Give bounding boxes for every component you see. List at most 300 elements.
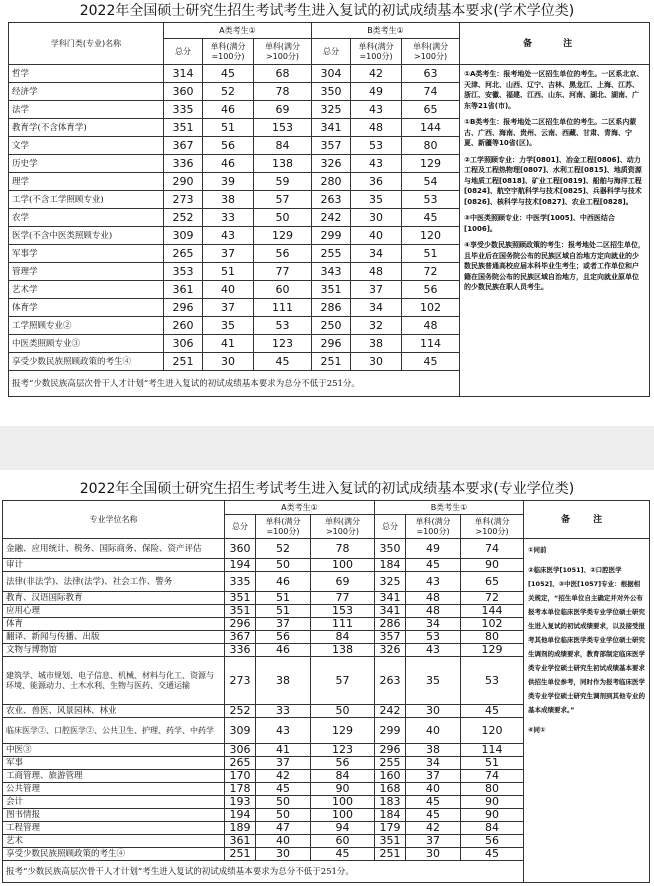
subject-name: 医学(不含中医类照顾专业) bbox=[9, 227, 164, 245]
score-a-1: 37 bbox=[203, 299, 254, 317]
score-b-1: 43 bbox=[406, 572, 461, 592]
table-row bbox=[3, 539, 650, 559]
score-b-1: 48 bbox=[351, 263, 402, 281]
score-a-1: 50 bbox=[256, 796, 311, 809]
score-b-1: 37 bbox=[351, 281, 402, 299]
score-a-2: 60 bbox=[254, 281, 312, 299]
score-a-2: 57 bbox=[311, 657, 375, 705]
professional-b-single1-header: 单科(满分=100分) bbox=[406, 515, 461, 539]
professional-table bbox=[2, 500, 650, 883]
score-b-0: 179 bbox=[375, 822, 406, 835]
score-b-1: 53 bbox=[351, 137, 402, 155]
subject-name: 艺术 bbox=[3, 835, 225, 848]
score-b-2: 102 bbox=[461, 618, 524, 631]
score-a-2: 57 bbox=[254, 191, 312, 209]
score-a-2: 50 bbox=[311, 705, 375, 718]
subject-name: 教育、汉语国际教育 bbox=[3, 592, 225, 605]
score-b-2: 80 bbox=[461, 783, 524, 796]
score-b-2: 80 bbox=[402, 137, 460, 155]
subject-name: 艺术学 bbox=[9, 281, 164, 299]
score-b-0: 251 bbox=[312, 353, 351, 371]
score-a-1: 46 bbox=[256, 572, 311, 592]
subject-name: 教育学(不含体育学) bbox=[9, 119, 164, 137]
score-b-2: 45 bbox=[402, 209, 460, 227]
academic-subject-header: 学科门类(专业)名称 bbox=[9, 23, 164, 65]
subject-name: 农学 bbox=[9, 209, 164, 227]
score-a-0: 314 bbox=[164, 65, 203, 83]
score-a-2: 53 bbox=[254, 317, 312, 335]
subject-name: 文物与博物馆 bbox=[3, 644, 225, 657]
score-b-1: 34 bbox=[406, 757, 461, 770]
score-b-1: 30 bbox=[406, 705, 461, 718]
score-a-0: 361 bbox=[164, 281, 203, 299]
score-a-2: 69 bbox=[254, 101, 312, 119]
professional-a-total-header: 总分 bbox=[225, 515, 256, 539]
score-b-2: 90 bbox=[461, 809, 524, 822]
score-b-2: 120 bbox=[402, 227, 460, 245]
score-a-0: 251 bbox=[164, 353, 203, 371]
score-a-0: 360 bbox=[225, 539, 256, 559]
subject-name: 中医类照顾专业③ bbox=[9, 335, 164, 353]
score-b-2: 48 bbox=[402, 317, 460, 335]
subject-name: 文学 bbox=[9, 137, 164, 155]
subject-name: 体育 bbox=[3, 618, 225, 631]
score-b-0: 299 bbox=[312, 227, 351, 245]
score-a-1: 33 bbox=[256, 705, 311, 718]
score-a-0: 189 bbox=[225, 822, 256, 835]
score-a-1: 42 bbox=[256, 770, 311, 783]
academic-b-single1-header: 单科(满分=100分) bbox=[351, 39, 402, 65]
score-a-0: 306 bbox=[164, 335, 203, 353]
score-a-2: 94 bbox=[311, 822, 375, 835]
score-b-2: 84 bbox=[461, 822, 524, 835]
score-b-0: 255 bbox=[375, 757, 406, 770]
academic-a-single2-header: 单科(满分>100分) bbox=[254, 39, 312, 65]
score-a-2: 78 bbox=[311, 539, 375, 559]
note-paragraph: ④同① bbox=[528, 726, 546, 734]
score-a-1: 38 bbox=[203, 191, 254, 209]
score-a-2: 129 bbox=[254, 227, 312, 245]
subject-name: 应用心理 bbox=[3, 605, 225, 618]
academic-title: 2022年全国硕士研究生招生考试考生进入复试的初试成绩基本要求(学术学位类) bbox=[79, 3, 575, 19]
subject-name: 管理学 bbox=[9, 263, 164, 281]
score-b-0: 160 bbox=[375, 770, 406, 783]
score-a-2: 138 bbox=[311, 644, 375, 657]
score-a-0: 309 bbox=[164, 227, 203, 245]
score-b-2: 144 bbox=[402, 119, 460, 137]
score-b-2: 74 bbox=[461, 539, 524, 559]
score-a-1: 30 bbox=[256, 848, 311, 861]
footer-note: 报考“少数民族高层次骨干人才计划”考生进入复试的初试成绩基本要求为总分不低于251分。 bbox=[9, 371, 460, 397]
score-b-0: 184 bbox=[375, 809, 406, 822]
score-b-2: 90 bbox=[461, 796, 524, 809]
note-paragraph: ①同前 bbox=[528, 546, 547, 554]
score-b-1: 48 bbox=[351, 119, 402, 137]
score-a-2: 56 bbox=[254, 245, 312, 263]
score-a-1: 40 bbox=[203, 281, 254, 299]
score-a-2: 100 bbox=[311, 796, 375, 809]
score-b-2: 45 bbox=[402, 353, 460, 371]
score-a-2: 69 bbox=[311, 572, 375, 592]
score-b-2: 114 bbox=[402, 335, 460, 353]
score-b-2: 65 bbox=[461, 572, 524, 592]
score-b-1: 40 bbox=[406, 718, 461, 744]
subject-name: 建筑学、城市规划、电子信息、机械、材料与化工、资源与环境、能源动力、土木水利、生物与医药、交通运输 bbox=[3, 657, 225, 705]
score-b-1: 40 bbox=[351, 227, 402, 245]
score-a-1: 30 bbox=[203, 353, 254, 371]
subject-name: 享受少数民族照顾政策的考生④ bbox=[9, 353, 164, 371]
score-b-0: 286 bbox=[312, 299, 351, 317]
score-b-0: 255 bbox=[312, 245, 351, 263]
score-b-2: 56 bbox=[461, 835, 524, 848]
score-b-2: 74 bbox=[461, 770, 524, 783]
subject-name: 法学 bbox=[9, 101, 164, 119]
score-a-0: 260 bbox=[164, 317, 203, 335]
score-b-0: 357 bbox=[312, 137, 351, 155]
score-b-2: 102 bbox=[402, 299, 460, 317]
score-b-1: 45 bbox=[406, 809, 461, 822]
score-b-1: 38 bbox=[406, 744, 461, 757]
note-paragraph: ①A类考生：报考地处一区招生单位的考生。一区系北京、天津、河北、山西、辽宁、吉林、黑龙江、上海、江苏、浙江、安徽、福建、江西、山东、河南、湖北、湖南、广东等21省(市)。 bbox=[464, 70, 644, 110]
note-paragraph: ③中医类照顾专业：中医学[1005]、中西医结合[1006]。 bbox=[464, 214, 615, 233]
score-a-0: 367 bbox=[225, 631, 256, 644]
score-a-0: 252 bbox=[164, 209, 203, 227]
score-b-1: 35 bbox=[406, 657, 461, 705]
score-b-2: 63 bbox=[402, 65, 460, 83]
score-b-1: 48 bbox=[406, 592, 461, 605]
score-a-1: 51 bbox=[256, 605, 311, 618]
score-b-0: 326 bbox=[375, 644, 406, 657]
score-b-2: 129 bbox=[402, 155, 460, 173]
score-a-2: 129 bbox=[311, 718, 375, 744]
score-a-0: 194 bbox=[225, 559, 256, 572]
academic-b-single2-header: 单科(满分>100分) bbox=[402, 39, 460, 65]
score-b-2: 51 bbox=[461, 757, 524, 770]
page-separator bbox=[0, 426, 654, 470]
score-b-2: 74 bbox=[402, 83, 460, 101]
score-b-0: 341 bbox=[375, 592, 406, 605]
score-a-2: 59 bbox=[254, 173, 312, 191]
score-b-0: 263 bbox=[375, 657, 406, 705]
score-b-1: 34 bbox=[406, 618, 461, 631]
footer-note: 报考“少数民族高层次骨干人才计划”考生进入复试的初试成绩基本要求为总分不低于251分。 bbox=[3, 861, 524, 883]
score-a-0: 361 bbox=[225, 835, 256, 848]
score-b-2: 53 bbox=[461, 657, 524, 705]
score-b-2: 65 bbox=[402, 101, 460, 119]
score-b-2: 51 bbox=[402, 245, 460, 263]
score-a-1: 43 bbox=[256, 718, 311, 744]
subject-name: 中医③ bbox=[3, 744, 225, 757]
score-a-0: 335 bbox=[225, 572, 256, 592]
subject-name: 会计 bbox=[3, 796, 225, 809]
score-a-2: 84 bbox=[311, 631, 375, 644]
score-a-1: 46 bbox=[203, 155, 254, 173]
subject-name: 享受少数民族照顾政策的考生④ bbox=[3, 848, 225, 861]
score-a-1: 56 bbox=[203, 137, 254, 155]
academic-page bbox=[0, 0, 654, 426]
score-b-1: 37 bbox=[406, 835, 461, 848]
score-a-0: 178 bbox=[225, 783, 256, 796]
score-a-0: 351 bbox=[164, 119, 203, 137]
score-a-0: 336 bbox=[225, 644, 256, 657]
professional-a-single2-header: 单科(满分>100分) bbox=[311, 515, 375, 539]
subject-name: 军事 bbox=[3, 757, 225, 770]
score-a-2: 78 bbox=[254, 83, 312, 101]
score-b-2: 129 bbox=[461, 644, 524, 657]
score-b-0: 350 bbox=[375, 539, 406, 559]
academic-table bbox=[8, 22, 650, 397]
academic-b-total-header: 总分 bbox=[312, 39, 351, 65]
score-b-0: 280 bbox=[312, 173, 351, 191]
score-b-2: 45 bbox=[461, 705, 524, 718]
table-row bbox=[9, 65, 650, 83]
score-b-2: 53 bbox=[402, 191, 460, 209]
score-b-1: 32 bbox=[351, 317, 402, 335]
score-b-0: 357 bbox=[375, 631, 406, 644]
academic-a-total-header: 总分 bbox=[164, 39, 203, 65]
score-b-2: 90 bbox=[461, 559, 524, 572]
score-b-1: 43 bbox=[351, 101, 402, 119]
score-a-1: 35 bbox=[203, 317, 254, 335]
subject-name: 翻译、新闻与传播、出版 bbox=[3, 631, 225, 644]
score-a-1: 51 bbox=[256, 592, 311, 605]
score-a-2: 100 bbox=[311, 559, 375, 572]
professional-group-b-header: B类考生① bbox=[375, 501, 524, 515]
score-b-1: 45 bbox=[406, 796, 461, 809]
professional-b-single2-header: 单科(满分>100分) bbox=[461, 515, 524, 539]
score-b-2: 72 bbox=[402, 263, 460, 281]
score-a-1: 52 bbox=[203, 83, 254, 101]
score-a-1: 50 bbox=[256, 809, 311, 822]
score-a-0: 351 bbox=[225, 605, 256, 618]
subject-name: 农业、兽医、风景园林、林业 bbox=[3, 705, 225, 718]
score-a-0: 296 bbox=[164, 299, 203, 317]
score-a-1: 39 bbox=[203, 173, 254, 191]
professional-b-total-header: 总分 bbox=[375, 515, 406, 539]
score-a-1: 40 bbox=[256, 835, 311, 848]
score-a-2: 45 bbox=[311, 848, 375, 861]
score-a-1: 56 bbox=[256, 631, 311, 644]
score-b-0: 296 bbox=[375, 744, 406, 757]
score-a-2: 123 bbox=[311, 744, 375, 757]
subject-name: 法律(非法学)、法律(法学)、社会工作、警务 bbox=[3, 572, 225, 592]
score-a-0: 273 bbox=[164, 191, 203, 209]
score-a-2: 56 bbox=[311, 757, 375, 770]
professional-title: 2022年全国硕士研究生招生考试考生进入复试的初试成绩基本要求(专业学位类) bbox=[79, 481, 575, 497]
score-a-2: 50 bbox=[254, 209, 312, 227]
score-b-0: 263 bbox=[312, 191, 351, 209]
subject-name: 金融、应用统计、税务、国际商务、保险、资产评估 bbox=[3, 539, 225, 559]
score-b-1: 37 bbox=[406, 770, 461, 783]
score-a-1: 41 bbox=[256, 744, 311, 757]
score-a-0: 170 bbox=[225, 770, 256, 783]
subject-name: 理学 bbox=[9, 173, 164, 191]
score-b-2: 120 bbox=[461, 718, 524, 744]
notes-cell bbox=[524, 539, 650, 883]
score-b-1: 43 bbox=[406, 644, 461, 657]
score-a-1: 41 bbox=[203, 335, 254, 353]
note-paragraph: ②临床医学[1051]、②口腔医学[1052]、③中医[1057]专业：根据相关规定，“招生单位自主确定并对外公布报考本单位临床医学类专业学位硕士研究生进入复试的初试成绩要求，以及接受报考其他单位临床医学类专业学位硕士研究生调剂的成绩要求，教育部制定临床医学类专业学位硕士研究生初试成绩基本要求供招生单位参考，同时作为报考临床医学类专业学位硕士研究生调剂到其他专业的基本成绩要求。” bbox=[528, 566, 646, 714]
score-b-0: 351 bbox=[375, 835, 406, 848]
note-paragraph: ④享受少数民族照顾政策的考生：报考地处二区招生单位，且毕业后在国务院公布的民族区域自治地方定向就业的少数民族普通高校应届本科毕业生考生；或者工作单位和户籍在国务院公布的民族区域自治地方，且定向就业原单位的少数民族在职人员考生。 bbox=[464, 241, 645, 291]
score-a-0: 296 bbox=[225, 618, 256, 631]
subject-name: 工学(不含工学照顾专业) bbox=[9, 191, 164, 209]
score-a-1: 52 bbox=[256, 539, 311, 559]
score-b-0: 325 bbox=[312, 101, 351, 119]
subject-name: 图书情报 bbox=[3, 809, 225, 822]
score-a-1: 43 bbox=[203, 227, 254, 245]
note-paragraph: ①B类考生：报考地处二区招生单位的考生。二区系内蒙古、广西、海南、贵州、云南、西藏、甘肃、青海、宁夏、新疆等10省(区)。 bbox=[464, 118, 637, 147]
score-b-2: 80 bbox=[461, 631, 524, 644]
professional-page bbox=[0, 470, 654, 886]
professional-a-single1-header: 单科(满分=100分) bbox=[256, 515, 311, 539]
score-a-1: 47 bbox=[256, 822, 311, 835]
score-a-1: 46 bbox=[203, 101, 254, 119]
score-b-1: 34 bbox=[351, 299, 402, 317]
score-b-1: 35 bbox=[351, 191, 402, 209]
score-a-0: 290 bbox=[164, 173, 203, 191]
score-b-2: 114 bbox=[461, 744, 524, 757]
score-b-1: 42 bbox=[406, 822, 461, 835]
score-a-2: 153 bbox=[311, 605, 375, 618]
score-b-2: 144 bbox=[461, 605, 524, 618]
score-b-0: 242 bbox=[312, 209, 351, 227]
score-b-0: 341 bbox=[312, 119, 351, 137]
score-a-0: 194 bbox=[225, 809, 256, 822]
subject-name: 工学照顾专业② bbox=[9, 317, 164, 335]
score-a-2: 77 bbox=[254, 263, 312, 281]
score-a-2: 60 bbox=[311, 835, 375, 848]
academic-group-b-header: B类考生① bbox=[312, 23, 460, 39]
score-b-0: 168 bbox=[375, 783, 406, 796]
subject-name: 工程管理 bbox=[3, 822, 225, 835]
score-b-0: 325 bbox=[375, 572, 406, 592]
subject-name: 哲学 bbox=[9, 65, 164, 83]
score-b-1: 30 bbox=[406, 848, 461, 861]
score-a-2: 45 bbox=[254, 353, 312, 371]
subject-name: 公共管理 bbox=[3, 783, 225, 796]
score-a-0: 351 bbox=[225, 592, 256, 605]
score-a-2: 111 bbox=[311, 618, 375, 631]
score-a-1: 37 bbox=[256, 757, 311, 770]
score-a-1: 37 bbox=[203, 245, 254, 263]
score-a-1: 45 bbox=[256, 783, 311, 796]
score-a-0: 265 bbox=[225, 757, 256, 770]
score-a-1: 37 bbox=[256, 618, 311, 631]
score-a-2: 77 bbox=[311, 592, 375, 605]
score-a-0: 336 bbox=[164, 155, 203, 173]
subject-name: 历史学 bbox=[9, 155, 164, 173]
score-b-0: 242 bbox=[375, 705, 406, 718]
score-b-0: 286 bbox=[375, 618, 406, 631]
score-b-0: 350 bbox=[312, 83, 351, 101]
score-b-1: 45 bbox=[406, 559, 461, 572]
score-b-1: 40 bbox=[406, 783, 461, 796]
score-b-1: 38 bbox=[351, 335, 402, 353]
score-a-0: 251 bbox=[225, 848, 256, 861]
score-a-1: 38 bbox=[256, 657, 311, 705]
score-b-2: 56 bbox=[402, 281, 460, 299]
score-a-2: 84 bbox=[311, 770, 375, 783]
score-b-1: 49 bbox=[351, 83, 402, 101]
subject-name: 军事学 bbox=[9, 245, 164, 263]
score-a-2: 123 bbox=[254, 335, 312, 353]
score-a-2: 111 bbox=[254, 299, 312, 317]
score-b-0: 184 bbox=[375, 559, 406, 572]
score-b-0: 183 bbox=[375, 796, 406, 809]
score-a-0: 353 bbox=[164, 263, 203, 281]
score-b-1: 36 bbox=[351, 173, 402, 191]
professional-subject-header: 专业学位名称 bbox=[3, 501, 225, 539]
score-a-1: 46 bbox=[256, 644, 311, 657]
score-b-0: 343 bbox=[312, 263, 351, 281]
notes-cell bbox=[460, 65, 650, 397]
score-a-0: 273 bbox=[225, 657, 256, 705]
score-a-0: 360 bbox=[164, 83, 203, 101]
score-b-2: 72 bbox=[461, 592, 524, 605]
score-b-0: 296 bbox=[312, 335, 351, 353]
score-a-0: 309 bbox=[225, 718, 256, 744]
subject-name: 审计 bbox=[3, 559, 225, 572]
subject-name: 体育学 bbox=[9, 299, 164, 317]
score-a-0: 265 bbox=[164, 245, 203, 263]
score-b-1: 42 bbox=[351, 65, 402, 83]
note-paragraph: ②工学照顾专业：力学[0801]、冶金工程[0806]、动力工程及工程热物理[0807]、水利工程[0815]、地质资源与地质工程[0818]、矿业工程[0819]、船舶与海洋工程[0824]、航空宇航科学与技术[0825]、兵器科学与技术[0826]、核科学与技术[0827]、农业工程[0828]。 bbox=[464, 155, 642, 206]
subject-name: 工商管理、旅游管理 bbox=[3, 770, 225, 783]
subject-name: 临床医学②、口腔医学②、公共卫生、护理、药学、中药学 bbox=[3, 718, 225, 744]
score-b-0: 250 bbox=[312, 317, 351, 335]
score-b-2: 54 bbox=[402, 173, 460, 191]
score-a-0: 367 bbox=[164, 137, 203, 155]
score-a-2: 68 bbox=[254, 65, 312, 83]
score-b-1: 30 bbox=[351, 353, 402, 371]
score-b-0: 326 bbox=[312, 155, 351, 173]
score-a-2: 138 bbox=[254, 155, 312, 173]
subject-name: 经济学 bbox=[9, 83, 164, 101]
score-b-0: 299 bbox=[375, 718, 406, 744]
score-b-1: 30 bbox=[351, 209, 402, 227]
academic-a-single1-header: 单科(满分=100分) bbox=[203, 39, 254, 65]
score-b-0: 351 bbox=[312, 281, 351, 299]
score-b-1: 49 bbox=[406, 539, 461, 559]
academic-notes-header: 备 注 bbox=[460, 23, 650, 65]
score-a-1: 45 bbox=[203, 65, 254, 83]
score-a-1: 51 bbox=[203, 119, 254, 137]
professional-notes-header: 备 注 bbox=[524, 501, 650, 539]
academic-group-a-header: A类考生① bbox=[164, 23, 312, 39]
score-b-1: 34 bbox=[351, 245, 402, 263]
score-a-2: 84 bbox=[254, 137, 312, 155]
score-a-2: 153 bbox=[254, 119, 312, 137]
score-b-1: 43 bbox=[351, 155, 402, 173]
score-a-1: 50 bbox=[256, 559, 311, 572]
score-a-0: 306 bbox=[225, 744, 256, 757]
score-b-0: 251 bbox=[375, 848, 406, 861]
score-a-0: 193 bbox=[225, 796, 256, 809]
score-b-0: 341 bbox=[375, 605, 406, 618]
score-a-2: 100 bbox=[311, 809, 375, 822]
score-a-2: 90 bbox=[311, 783, 375, 796]
score-b-1: 53 bbox=[406, 631, 461, 644]
score-a-0: 335 bbox=[164, 101, 203, 119]
professional-group-a-header: A类考生① bbox=[225, 501, 375, 515]
score-a-1: 51 bbox=[203, 263, 254, 281]
score-b-0: 304 bbox=[312, 65, 351, 83]
score-a-0: 252 bbox=[225, 705, 256, 718]
score-b-1: 48 bbox=[406, 605, 461, 618]
score-a-1: 33 bbox=[203, 209, 254, 227]
score-b-2: 45 bbox=[461, 848, 524, 861]
